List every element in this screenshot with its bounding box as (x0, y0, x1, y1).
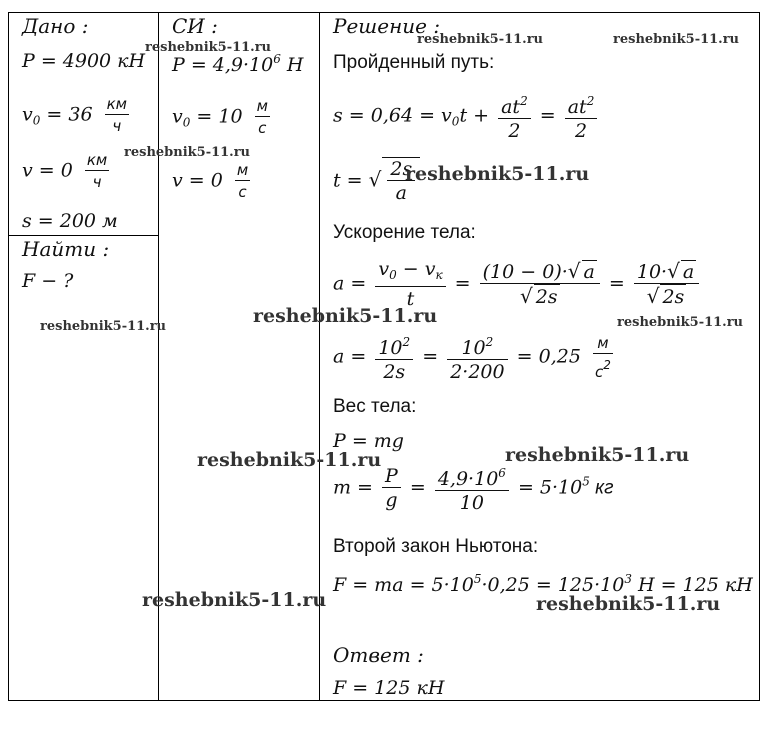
answer-value: F = 125 кН (333, 677, 445, 699)
given-P: P = 4900 кН (22, 50, 146, 72)
si-P: $P = 4,9\cdot 10^6$ Н (172, 52, 304, 76)
equation-mass: m = $\frac{P}{g}$ = $\frac{4,9\cdot 10^6}{10}$ = $5\cdot 10^5$ кг (333, 462, 614, 515)
given-header: Дано : (22, 14, 89, 38)
watermark: reshebnik5-11.ru (197, 449, 382, 471)
accel-label: Ускорение тела: (333, 222, 476, 243)
path-label: Пройденный путь: (333, 52, 495, 73)
si-v: v = 0 $\frac{м}{с}$ (172, 161, 249, 201)
equation-weight: P = mg (333, 430, 404, 452)
equation-time: t = √ $\frac{2s}{a}$ (333, 157, 420, 205)
equation-accel: a = $\frac{v_0 - v_к}{t}$ = $\frac{(10 - 0)\cdot√ a}{√ 2s}$ = $\frac{10\cdot√ a}{√ 2s}$ (333, 258, 702, 311)
watermark: reshebnik5-11.ru (417, 32, 544, 47)
watermark: reshebnik5-11.ru (124, 145, 251, 160)
given-v0: $v_0 = 36$ $\frac{км}{ч}$ (22, 95, 127, 135)
given-v: v = 0 $\frac{км}{ч}$ (22, 151, 108, 191)
watermark: reshebnik5-11.ru (253, 305, 438, 327)
find-header: Найти : (22, 237, 110, 261)
equation-accel-value: a = $\frac{10^2}{2s}$ = $\frac{10^2}{2\cdot 200}$ = 0,25 $\frac{м}{с^2}$ (333, 331, 613, 384)
si-v0: $v_0 = 10$ $\frac{м}{с}$ (172, 97, 268, 137)
watermark: reshebnik5-11.ru (613, 32, 740, 47)
watermark: reshebnik5-11.ru (505, 444, 690, 466)
si-header: СИ : (172, 14, 218, 38)
answer-header: Ответ : (333, 643, 424, 667)
newton-label: Второй закон Ньютона: (333, 536, 539, 557)
equation-path: $s = 0,64 = v_0t$ + $\frac{at^2}{2}$ = $\frac{at^2}{2}$ (333, 90, 600, 143)
find-item: F − ? (22, 270, 74, 292)
solution-header: Решение : (333, 14, 441, 38)
weight-label: Вес тела: (333, 396, 417, 417)
watermark: reshebnik5-11.ru (617, 315, 744, 330)
given-find-divider (9, 235, 158, 236)
given-s: s = 200 м (22, 210, 118, 232)
watermark: reshebnik5-11.ru (405, 163, 590, 185)
watermark: reshebnik5-11.ru (145, 40, 272, 55)
watermark: reshebnik5-11.ru (142, 589, 327, 611)
watermark: reshebnik5-11.ru (40, 319, 167, 334)
equation-force: F = ma = $5\cdot 10^5\cdot 0,25 = 125\cdot 10^3$ Н = 125 кН (333, 572, 753, 596)
watermark: reshebnik5-11.ru (536, 593, 721, 615)
